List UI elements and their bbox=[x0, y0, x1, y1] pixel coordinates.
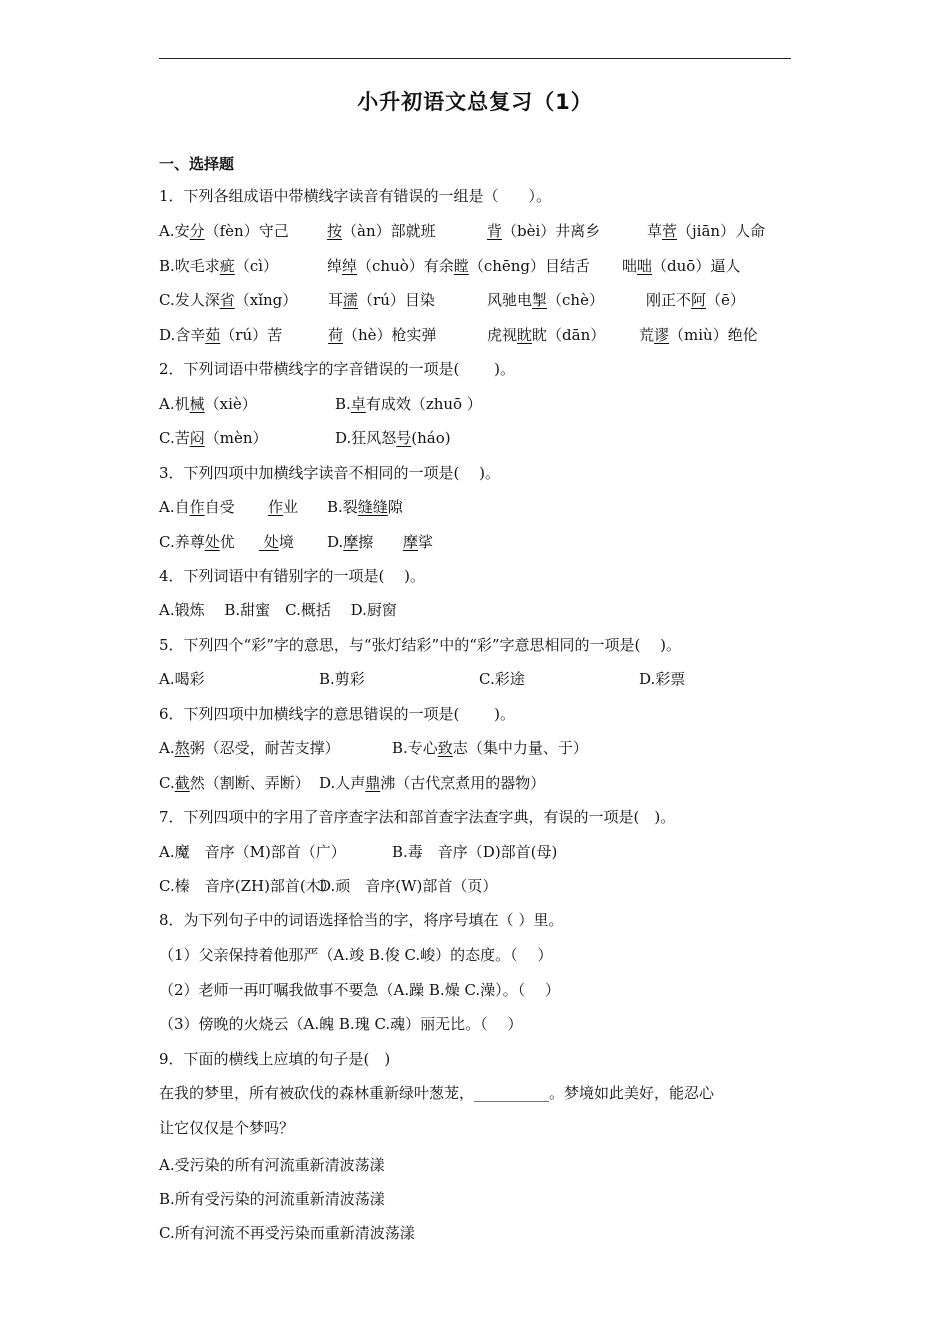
text-segment: B.吹毛求 bbox=[159, 257, 220, 275]
text-segment: 1．下列各组成语中带横线字读音有错误的一组是（ ）。 bbox=[159, 187, 552, 205]
text-segment: （chēng）目结舌 bbox=[468, 257, 591, 275]
text-segment: 挲 bbox=[418, 533, 434, 551]
text-segment: 荒 bbox=[639, 326, 655, 344]
text-segment: （mèn） bbox=[204, 429, 268, 447]
option-column bbox=[392, 738, 588, 758]
option-column bbox=[159, 773, 310, 793]
option-column bbox=[319, 773, 545, 793]
question-line bbox=[159, 186, 551, 206]
text-segment: A.机 bbox=[159, 395, 190, 413]
text-segment: 擦 bbox=[358, 533, 374, 551]
text-segment: D.人声 bbox=[319, 774, 366, 792]
underlined-char: 阿 bbox=[691, 291, 707, 309]
question-line bbox=[159, 1118, 294, 1138]
text-segment: 5．下列四个“彩”字的意思，与“张灯结彩”中的“彩”字意思相同的一项是( )。 bbox=[159, 636, 682, 654]
text-segment: （duō）逼人 bbox=[652, 257, 741, 275]
underlined-char: 背 bbox=[487, 222, 503, 240]
text-segment: 虎视 bbox=[487, 326, 518, 344]
text-segment: B.所有受污染的河流重新清波荡漾 bbox=[159, 1190, 385, 1208]
underlined-char: 作 bbox=[268, 498, 284, 516]
text-segment: 草 bbox=[647, 222, 663, 240]
underlined-char: 咄 bbox=[637, 257, 653, 275]
text-segment: C.所有河流不再受污染而重新清波荡漾 bbox=[159, 1224, 415, 1242]
option-column bbox=[159, 221, 289, 241]
option-column bbox=[622, 256, 740, 276]
underlined-char: 致 bbox=[437, 739, 453, 757]
option-column bbox=[159, 497, 235, 517]
text-segment: （2）老师一再叮嘱我做事不要急（A.躁 B.燥 C.澡）。（ ） bbox=[159, 981, 560, 999]
text-segment: （cì） bbox=[234, 257, 279, 275]
section-heading: 一、选择题 bbox=[159, 155, 235, 173]
underlined-char: 截 bbox=[174, 774, 190, 792]
text-segment: C.养尊 bbox=[159, 533, 205, 551]
text-segment: 隙 bbox=[387, 498, 403, 516]
option-column bbox=[159, 669, 205, 689]
option-column bbox=[159, 394, 257, 414]
text-segment: C.苦 bbox=[159, 429, 190, 447]
text-segment: 2．下列词语中带横线字的字音错误的一项是( )。 bbox=[159, 360, 516, 378]
underlined-char: 缝缝 bbox=[357, 498, 388, 516]
underlined-char: 眈 bbox=[517, 326, 533, 344]
text-segment: 在我的梦里，所有被砍伐的森林重新绿叶葱茏，__________。梦境如此美好，能忍心 bbox=[159, 1084, 715, 1102]
text-segment: 4．下列词语中有错别字的一项是( )。 bbox=[159, 567, 426, 585]
text-segment: A.安 bbox=[159, 222, 190, 240]
underlined-char: 分 bbox=[189, 222, 205, 240]
option-column bbox=[327, 221, 436, 241]
underlined-char: 摩 bbox=[343, 533, 359, 551]
question-line bbox=[159, 1223, 415, 1243]
option-column bbox=[268, 497, 298, 517]
question-line bbox=[159, 1155, 385, 1175]
text-segment: A.锻炼 B.甜蜜 C.概括 D.厨窗 bbox=[159, 601, 397, 619]
underlined-char: 荷 bbox=[328, 326, 344, 344]
text-segment: 8．为下列句子中的词语选择恰当的字，将序号填在（ ）里。 bbox=[159, 911, 564, 929]
text-segment: 眈（dān） bbox=[532, 326, 606, 344]
underlined-char: 处 bbox=[204, 533, 220, 551]
underlined-char: 摩 bbox=[403, 533, 419, 551]
option-column bbox=[639, 669, 685, 689]
underlined-char: 处 bbox=[259, 533, 279, 551]
underlined-char: 茹 bbox=[205, 326, 221, 344]
text-segment: (háo) bbox=[411, 429, 451, 447]
text-segment: 绰 bbox=[327, 257, 343, 275]
text-segment: 然（割断、弄断） bbox=[189, 774, 310, 792]
underlined-char: 掣 bbox=[532, 291, 548, 309]
text-segment: （bèi）井离乡 bbox=[502, 222, 601, 240]
option-column bbox=[487, 290, 604, 310]
option-column bbox=[159, 738, 340, 758]
text-segment: 志（集中力量、于） bbox=[452, 739, 588, 757]
option-column bbox=[328, 325, 437, 345]
text-segment: 耳 bbox=[328, 291, 344, 309]
text-segment: A. bbox=[159, 739, 175, 757]
text-segment: （rú）苦 bbox=[220, 326, 283, 344]
option-column bbox=[159, 428, 268, 448]
text-segment: （jiān）人命 bbox=[677, 222, 766, 240]
text-segment: （ē） bbox=[706, 291, 745, 309]
text-segment: （xiè） bbox=[204, 395, 257, 413]
text-segment: 咄 bbox=[622, 257, 638, 275]
text-segment: 优 bbox=[219, 533, 235, 551]
underlined-char: 械 bbox=[189, 395, 205, 413]
text-segment: 业 bbox=[283, 498, 299, 516]
header-rule bbox=[159, 58, 791, 59]
option-column bbox=[479, 669, 525, 689]
underlined-char: 闷 bbox=[189, 429, 205, 447]
underlined-char: 作 bbox=[189, 498, 205, 516]
text-segment: （àn）部就班 bbox=[342, 222, 436, 240]
text-segment: 7．下列四项中的字用了音序查字法和部首查字法查字典，有误的一项是( )。 bbox=[159, 808, 676, 826]
text-segment: B. bbox=[335, 395, 351, 413]
option-column bbox=[159, 876, 336, 896]
text-segment: 3．下列四项中加横线字读音不相同的一项是( )。 bbox=[159, 464, 501, 482]
text-segment: 境 bbox=[278, 533, 294, 551]
underlined-char: 疵 bbox=[219, 257, 235, 275]
option-column bbox=[639, 325, 758, 345]
text-segment: A.自 bbox=[159, 498, 190, 516]
text-segment: 有成效（zhuō ） bbox=[365, 395, 482, 413]
option-column bbox=[319, 876, 497, 896]
option-column bbox=[327, 256, 590, 276]
option-column bbox=[159, 325, 282, 345]
page-title: 小升初语文总复习（1） bbox=[357, 90, 593, 114]
text-segment: 6．下列四项中加横线字的意思错误的一项是( )。 bbox=[159, 705, 516, 723]
underlined-char: 菅 bbox=[662, 222, 678, 240]
text-segment: B.专心 bbox=[392, 739, 438, 757]
text-segment: （3）傍晚的火烧云（A.魄 B.瑰 C.魂）丽无比。（ ） bbox=[159, 1015, 523, 1033]
option-column bbox=[646, 290, 745, 310]
option-column bbox=[647, 221, 765, 241]
text-segment: B.毒 音序（D)部首(母) bbox=[392, 843, 558, 861]
option-column bbox=[159, 532, 235, 552]
text-segment: 风驰电 bbox=[487, 291, 533, 309]
option-column bbox=[327, 497, 403, 517]
text-segment: B.剪彩 bbox=[319, 670, 365, 688]
option-column bbox=[159, 290, 297, 310]
question-line bbox=[159, 910, 563, 930]
text-segment: D.含辛 bbox=[159, 326, 206, 344]
text-segment: 让它仅仅是个梦吗？ bbox=[159, 1119, 295, 1137]
text-segment: D.彩票 bbox=[639, 670, 686, 688]
option-column bbox=[392, 842, 557, 862]
question-line bbox=[159, 807, 675, 827]
text-segment: （fèn）守己 bbox=[204, 222, 289, 240]
text-segment: （1）父亲保持着他那严（A.竣 B.俊 C.峻）的态度。（ ） bbox=[159, 946, 553, 964]
question-line bbox=[159, 1049, 390, 1069]
text-segment: D. bbox=[327, 533, 344, 551]
text-segment: B.裂 bbox=[327, 498, 358, 516]
question-line bbox=[159, 600, 397, 620]
underlined-char: 省 bbox=[219, 291, 235, 309]
underlined-char: 号 bbox=[396, 429, 412, 447]
question-line bbox=[159, 704, 515, 724]
text-segment: （chuò）有余 bbox=[357, 257, 454, 275]
question-line bbox=[159, 566, 425, 586]
text-segment: 刚正不 bbox=[646, 291, 692, 309]
option-column bbox=[403, 532, 433, 552]
text-segment: 自受 bbox=[204, 498, 235, 516]
text-segment: A.喝彩 bbox=[159, 670, 205, 688]
underlined-char: 卓 bbox=[350, 395, 366, 413]
text-segment: C.彩途 bbox=[479, 670, 525, 688]
text-segment: 粥（忍受，耐苦支撑） bbox=[189, 739, 340, 757]
question-line bbox=[159, 1014, 522, 1034]
question-line bbox=[159, 463, 500, 483]
question-line bbox=[159, 945, 552, 965]
option-column bbox=[159, 842, 346, 862]
underlined-char: 谬 bbox=[654, 326, 670, 344]
question-line bbox=[159, 1083, 714, 1103]
question-line bbox=[159, 1189, 385, 1209]
text-segment: （chè） bbox=[547, 291, 604, 309]
question-line bbox=[159, 635, 681, 655]
option-column bbox=[335, 428, 451, 448]
text-segment: （hè）枪实弹 bbox=[343, 326, 437, 344]
text-segment: C. bbox=[159, 774, 175, 792]
text-segment: A.受污染的所有河流重新清波荡漾 bbox=[159, 1156, 385, 1174]
text-segment: （rú）目染 bbox=[358, 291, 435, 309]
option-column bbox=[327, 532, 373, 552]
text-segment: （miù）绝伦 bbox=[669, 326, 758, 344]
option-column bbox=[487, 325, 605, 345]
option-column bbox=[487, 221, 600, 241]
text-segment: 9．下面的横线上应填的句子是( ) bbox=[159, 1050, 391, 1068]
option-column bbox=[335, 394, 482, 414]
question-line bbox=[159, 980, 560, 1000]
underlined-char: 按 bbox=[327, 222, 343, 240]
underlined-char: 鼎 bbox=[365, 774, 381, 792]
option-column bbox=[259, 532, 294, 552]
question-line bbox=[159, 359, 515, 379]
text-segment: C.发人深 bbox=[159, 291, 220, 309]
text-segment: D.顽 音序(W)部首（页） bbox=[319, 877, 498, 895]
underlined-char: 绰 bbox=[342, 257, 358, 275]
underlined-char: 瞠 bbox=[453, 257, 469, 275]
text-segment: （xǐng） bbox=[234, 291, 298, 309]
text-segment: 沸（古代烹煮用的器物） bbox=[380, 774, 546, 792]
underlined-char: 熬 bbox=[174, 739, 190, 757]
option-column bbox=[319, 669, 365, 689]
text-segment: D.狂风怒 bbox=[335, 429, 397, 447]
text-segment: C.榛 音序(ZH)部首(木） bbox=[159, 877, 336, 895]
option-column bbox=[159, 256, 278, 276]
text-segment: A.魔 音序（M)部首（广） bbox=[159, 843, 346, 861]
underlined-char: 濡 bbox=[343, 291, 359, 309]
option-column bbox=[328, 290, 435, 310]
